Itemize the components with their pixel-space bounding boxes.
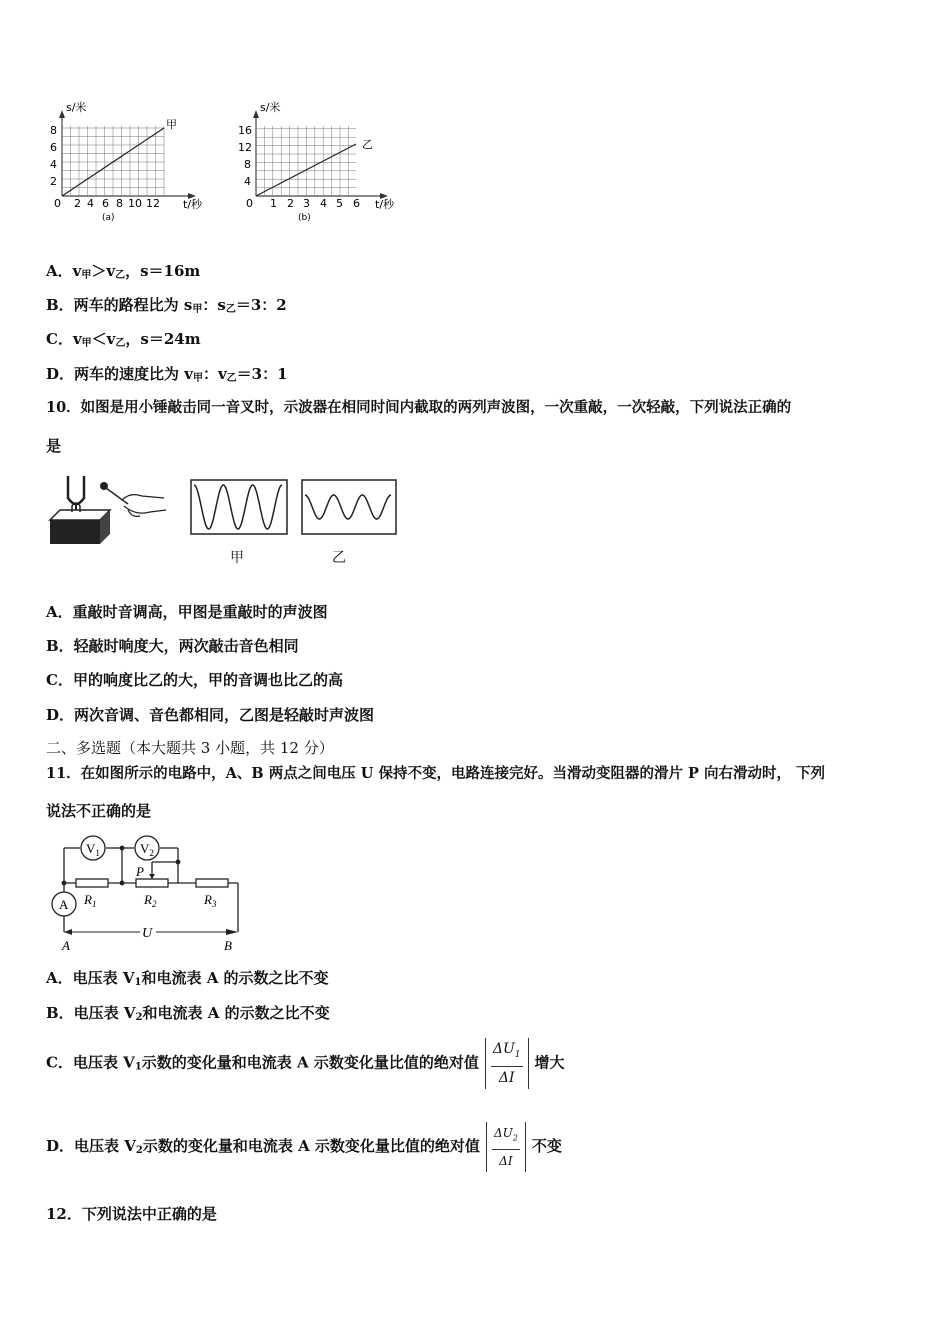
graph-b-caption: (b) bbox=[298, 213, 311, 223]
q11-stem-line2: 说法不正确的是 bbox=[46, 802, 152, 820]
q11-option-a: A．电压表 $V_1$和电流表 A 的示数之比不变 bbox=[46, 969, 329, 988]
graph-a-x-tick: 2 bbox=[74, 197, 81, 210]
graph-b-x-tick: 6 bbox=[353, 197, 360, 210]
fraction-delta-u2: $\frac{\Delta U_2}{\Delta I}$ bbox=[486, 1122, 526, 1172]
ammeter-label: A bbox=[59, 897, 69, 912]
graph-b-y-label: s/米 bbox=[260, 101, 281, 114]
graph-a-x-tick: 4 bbox=[87, 197, 94, 210]
graph-b-y-tick: 4 bbox=[244, 175, 251, 188]
r3-label: $R_3$ bbox=[204, 892, 217, 909]
graph-a-x-tick: 6 bbox=[102, 197, 109, 210]
graph-b-x-tick: 3 bbox=[303, 197, 310, 210]
tuning-fork-figure bbox=[46, 470, 176, 550]
graph-b-x-tick: 1 bbox=[270, 197, 277, 210]
r2-label: $R_2$ bbox=[144, 892, 157, 909]
graph-a-y-label: s/米 bbox=[66, 101, 87, 114]
point-b-label: B bbox=[224, 938, 232, 953]
q10-option-b: B．轻敲时响度大，两次敲击音色相同 bbox=[46, 637, 299, 655]
graph-a-x-tick: 8 bbox=[116, 197, 123, 210]
graph-b-y-tick: 16 bbox=[238, 124, 252, 137]
waveform-b bbox=[301, 479, 399, 537]
voltage-u-label: U bbox=[142, 926, 153, 941]
q12-stem: 12．下列说法中正确的是 bbox=[46, 1205, 217, 1223]
waveform-a bbox=[190, 479, 290, 537]
graph-b-x-label: t/秒 bbox=[375, 198, 395, 211]
graph-a-y-tick: 6 bbox=[50, 141, 57, 154]
graph-b bbox=[232, 96, 412, 226]
q10-stem-line2: 是 bbox=[46, 437, 62, 455]
q11-stem-line1: 11．在如图所示的电路中，A、B 两点之间电压 U 保持不变，电路连接完好。当滑动变阻器的滑片 P 向右滑动时， 下列 bbox=[46, 765, 826, 782]
fraction-delta-u1: $\frac{\Delta U_1}{\Delta I}$ bbox=[485, 1038, 529, 1089]
graph-a-y-tick: 8 bbox=[50, 124, 57, 137]
q10-stem-line1: 10．如图是用小锤敲击同一音叉时，示波器在相同时间内截取的两列声波图，一次重敲，一次轻敲，下列说法正确的 bbox=[46, 399, 792, 416]
q9-option-a: A．$v_甲>v_乙$，s＝16m bbox=[46, 262, 201, 281]
q9-option-d: D．两车的速度比为 $v_甲$：$v_乙=3$：1 bbox=[46, 365, 288, 384]
q9-option-c: C．$v_甲<v_乙$，s＝24m bbox=[46, 330, 201, 349]
v2-label: $V_2$ bbox=[140, 841, 154, 858]
q9-option-b: B．两车的路程比为 $s_甲$：$s_乙=3$：2 bbox=[46, 296, 287, 315]
q10-option-d: D．两次音调、音色都相同，乙图是轻敲时声波图 bbox=[46, 706, 375, 724]
graph-a-x-label: t/秒 bbox=[183, 198, 203, 211]
waveform-a-label: 甲 bbox=[230, 550, 244, 566]
circuit-diagram bbox=[46, 832, 246, 956]
graph-b-y-tick: 12 bbox=[238, 141, 252, 154]
q10-option-c: C．甲的响度比乙的大，甲的音调也比乙的高 bbox=[46, 671, 343, 689]
resistor-r2 bbox=[136, 879, 168, 887]
graph-b-origin: 0 bbox=[246, 197, 253, 210]
graph-b-x-tick: 2 bbox=[287, 197, 294, 210]
resistor-r1 bbox=[76, 879, 108, 887]
graph-a-x-tick: 10 bbox=[128, 197, 142, 210]
slider-p-label: P bbox=[136, 864, 144, 879]
graph-b-line bbox=[256, 144, 356, 196]
q11-option-c: C．电压表 $V_1$示数的变化量和电流表 A 示数变化量比值的绝对值 $\frac{\Delta U_1}{\Delta I}$ 增大 bbox=[46, 1038, 565, 1091]
waveform-b-label: 乙 bbox=[332, 550, 346, 566]
q11-option-d: D．电压表 $V_2$示数的变化量和电流表 A 示数变化量比值的绝对值 $\frac{\Delta U_2}{\Delta I}$ 不变 bbox=[46, 1122, 562, 1175]
graph-b-y-tick: 8 bbox=[244, 158, 251, 171]
graph-a-x-tick: 12 bbox=[146, 197, 160, 210]
graph-a-caption: (a) bbox=[102, 213, 115, 223]
v1-label: $V_1$ bbox=[86, 841, 100, 858]
graph-a-y-tick: 4 bbox=[50, 158, 57, 171]
point-a-label: A bbox=[62, 938, 70, 953]
graph-a bbox=[40, 96, 220, 226]
graph-b-x-tick: 5 bbox=[336, 197, 343, 210]
q11-option-b: B．电压表 $V_2$和电流表 A 的示数之比不变 bbox=[46, 1004, 330, 1023]
section-heading: 二、多选题（本大题共 3 小题，共 12 分） bbox=[46, 739, 334, 757]
resistor-r3 bbox=[196, 879, 228, 887]
graph-a-origin: 0 bbox=[54, 197, 61, 210]
r1-label: $R_1$ bbox=[84, 892, 97, 909]
q10-option-a: A．重敲时音调高，甲图是重敲时的声波图 bbox=[46, 603, 328, 621]
graph-a-line-label: 甲 bbox=[166, 118, 177, 131]
graph-b-x-tick: 4 bbox=[320, 197, 327, 210]
graph-a-y-tick: 2 bbox=[50, 175, 57, 188]
graph-b-line-label: 乙 bbox=[362, 138, 373, 151]
